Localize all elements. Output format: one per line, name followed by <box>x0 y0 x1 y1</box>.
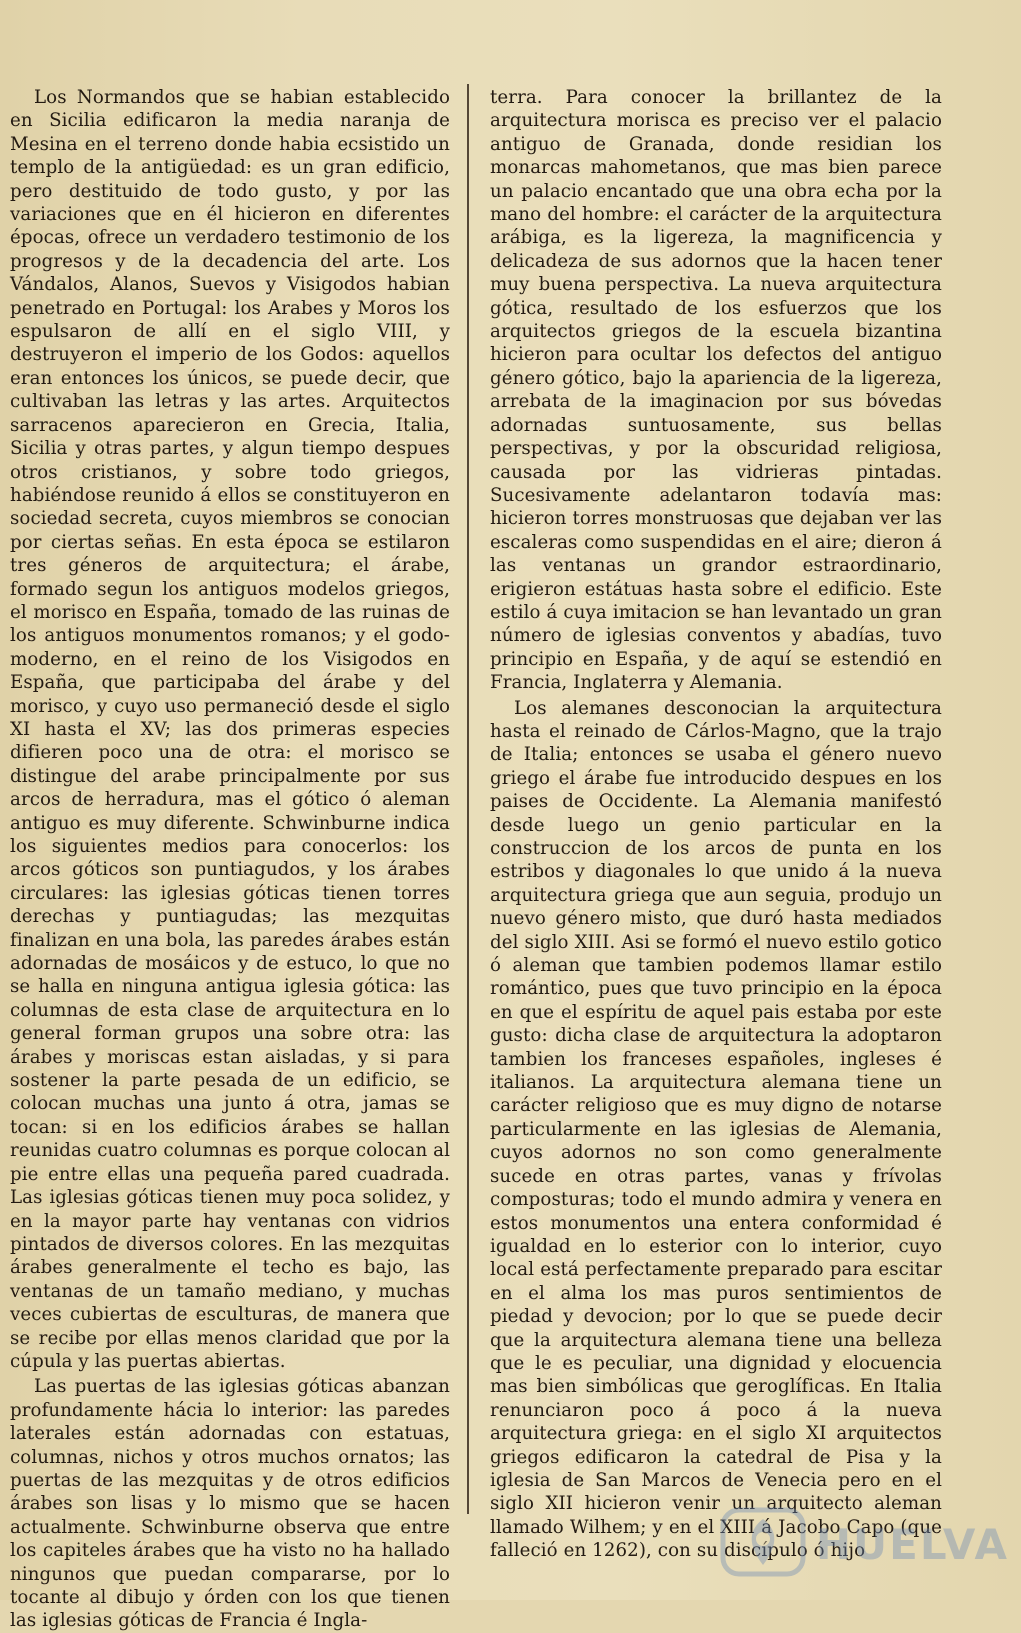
left-paragraph-2: Las puertas de las iglesias góticas abanzan profundamente hácia lo interior: las paredes laterales están adornadas con estatuas, columnas, nichos y otros muchos ornatos; las puertas de las mezquitas y de otros edificios árabes son lisas y lo mismo que se hacen actualmente. Schwinburne observa que entre los capiteles árabes que ha visto no ha hallado ningunos que puedan compararse, por lo tocante al dibujo y órden con los que tienen las iglesias góticas de Francia é Ingla- <box>10 1376 450 1632</box>
watermark-text: HUELVA <box>815 1520 1009 1569</box>
right-paragraph-1: terra. Para conocer la brillantez de la arquitectura morisca es preciso ver el palacio antiguo de Granada, donde residian los monarcas mahometanos, que mas bien parece un palacio encantado que una obra echa por la mano del hombre: el carácter de la arquitectura arábiga, es la ligereza, la magnificencia y delicadeza de sus adornos que la hacen tener muy buena perspectiva. La nueva arquitectura gótica, resultado de los esfuerzos que los arquitectos griegos de la escuela bizantina hicieron para ocultar los defectos del antiguo género gótico, bajo la apariencia de la ligereza, arrebata de la imaginacion por sus bóvedas adornadas suntuosamente, sus bellas perspectivas, y por la obscuridad religiosa, causada por las vidrieras pintadas. Sucesivamente adelantaron todavía mas: hicieron torres monstruosas que dejaban ver las escaleras como suspendidas en el aire; dieron á las ventanas un grandor estraordinario, erigieron estátuas hasta sobre el edificio. Este estilo á cuya imitacion se han levantado un gran número de iglesias conventos y abadías, tuvo principio en España, y de aquí se estendió en Francia, Inglaterra y Alemania. <box>490 87 942 694</box>
left-text-column <box>10 86 450 1633</box>
library-seal-icon <box>720 1507 806 1582</box>
library-watermark <box>720 1507 1009 1582</box>
left-paragraph-1: Los Normandos que se habian establecido en Sicilia edificaron la media naranja de Mesina en el terreno donde habia ecsistido un templo de la antigüedad: es un gran edificio, pero destituido de todo gusto, y por las variaciones que en él hicieron en diferentes épocas, ofrece un verdadero testimonio de los progresos y de la decadencia del arte. Los Vándalos, Alanos, Suevos y Visigodos habian penetrado en Portugal: los Arabes y Moros los espulsaron de allí en el siglo VIII, y destruyeron el imperio de los Godos: aquellos eran entonces los únicos, se puede decir, que cultivaban las letras y las artes. Arquitectos sarracenos aparecieron en Grecia, Italia, Sicilia y otras partes, y algun tiempo despues otros cristianos, y sobre todo griegos, habiéndose reunido á ellos se constituyeron en sociedad secreta, cuyos miembros se conocian por ciertas señas. En esta época se estilaron tres géneros de arquitectura; el árabe, formado segun los antiguos modelos griegos, el morisco en España, tomado de las ruinas de los antiguos monumentos romanos; y el godo-moderno, en el reino de los Visigodos en España, que participaba del árabe y del morisco, y cuyo uso permaneció desde el siglo XI hasta el XV; las dos primeras especies difieren poco una de otra: el morisco se distingue del arabe principalmente por sus arcos de herradura, mas el gótico ó aleman antiguo es muy diferente. Schwinburne indica los siguientes medios para conocerlos: los arcos góticos son puntiagudos, y los árabes circulares: las iglesias góticas tienen torres derechas y puntiagudas; las mezquitas finalizan en una bola, las paredes árabes están adornadas de mosáicos y de estuco, lo que no se halla en ninguna antigua iglesia gótica: las columnas de esta clase de arquitectura en lo general forman grupos una sobre otra: las árabes y moriscas estan aisladas, y si para sostener la parte pesada de un edificio, se colocan muchas una junto á otra, jamas se tocan: si en los edificios árabes se hallan reunidas cuatro columnas es porque colocan al pie entre ellas una pequeña pared cuadrada. Las iglesias góticas tienen muy poca solidez, y en la mayor parte hay ventanas con vidrios pintados de diversos colores. En las mezquitas árabes generalmente el techo es bajo, las ventanas de un tamaño mediano, y muchas veces cubiertas de esculturas, de manera que se recibe por ellas menos claridad que por la cúpula y las puertas abiertas. <box>10 87 451 1372</box>
right-paragraph-2: Los alemanes desconocian la arquitectura hasta el reinado de Cárlos-Magno, que la trajo de Italia; entonces se usaba el género nuevo griego el árabe fue introducido despues en los paises de Occidente. La Alemania manifestó desde luego un genio particular en la construccion de los arcos de punta en los estribos y diagonales lo que unido á la nueva arquitectura griega que aun seguia, produjo un nuevo género misto, que duró hasta mediados del siglo XIII. Asi se formó el nuevo estilo gotico ó aleman que tambien podemos llamar estilo romántico, pues que tuvo principio en la época en que el espíritu de aquel pais estaba por este gusto: dicha clase de arquitectura la adoptaron tambien los franceses españoles, ingleses é italianos. La arquitectura alemana tiene un carácter religioso que es muy digno de notarse particularmente en las iglesias de Alemania, cuyos adornos no son como generalmente sucede en otras partes, vanas y frívolas composturas; todo el mundo admira y venera en estos monumentos una entera conformidad é igualdad en lo esterior con lo interior, cuyo local está perfectamente preparado para escitar en el alma los mas puros sentimientos de piedad y devocion; por lo que se puede decir que la arquitectura alemana tiene una belleza que le es peculiar, una dignidad y elocuencia mas bien simbólicas que geroglíficas. En Italia renunciaron poco á poco á la nueva arquitectura griega: en el siglo XI arquitectos griegos edificaron la catedral de Pisa y la iglesia de San Marcos de Venecia pero en el siglo XII hicieron venir un arquitecto aleman llamado Wilhem; y en el XIII á Jacobo Capo (que falleció en 1262), con su discípulo ó hijo <box>490 697 942 1562</box>
column-divider <box>467 84 469 1514</box>
right-text-column <box>490 86 942 1563</box>
